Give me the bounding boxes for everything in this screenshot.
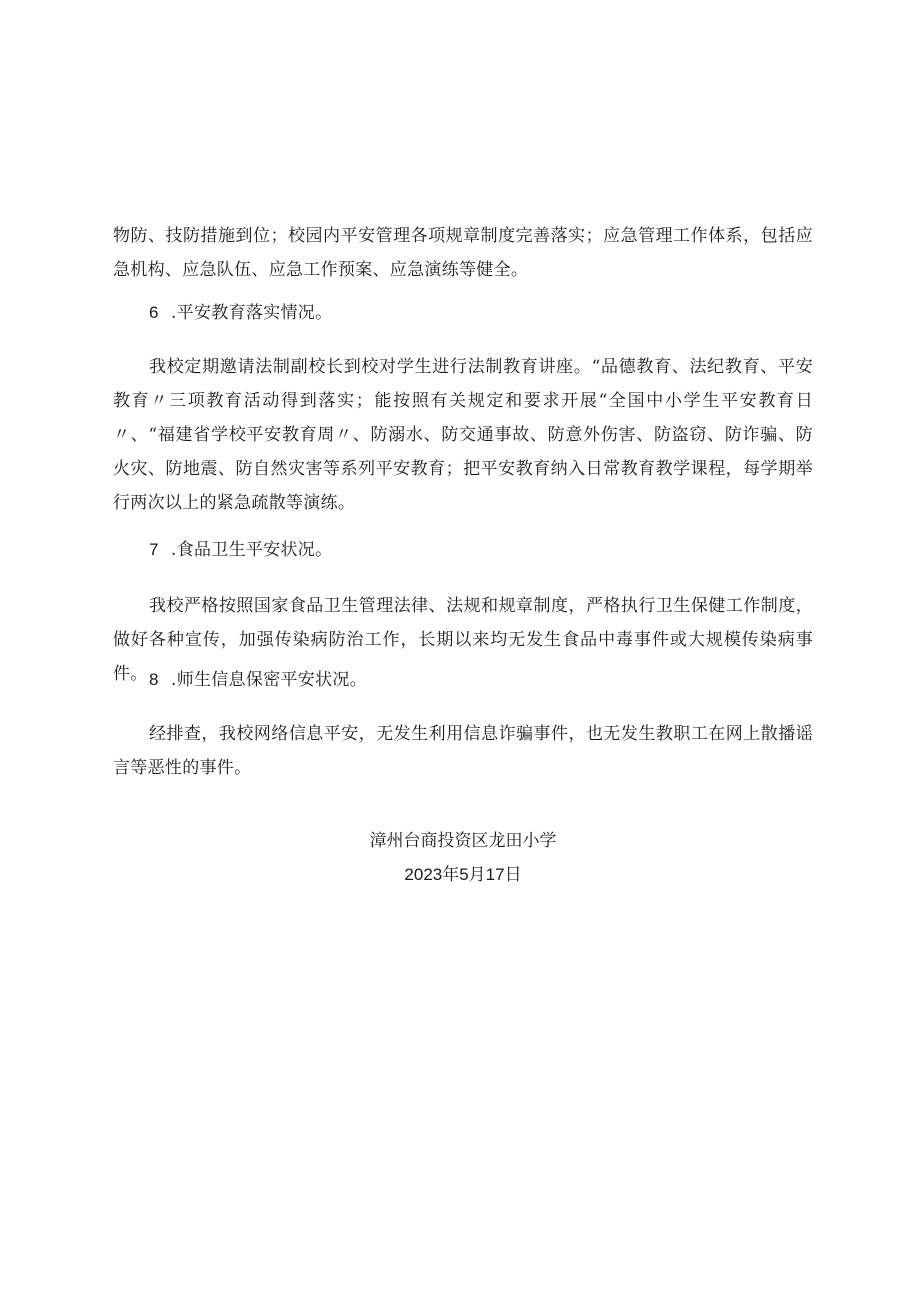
signature-date [0,860,920,890]
organization-name: 漳州台商投资区龙田小学 [369,831,557,851]
section-body-8: 经排查，我校网络信息平安，无发生利用信息诈骗事件，也无发生教职工在网上散播谣言等恶性的事件。 [113,724,813,778]
section-title: .平安教育落实情况。 [171,303,333,323]
section-body-7: 我校严格按照国家食品卫生管理法律、法规和规章制度，严格执行卫生保健工作制度，做好各种宣传，加强传染病防治工作，长期以来均无发生食品中毒事件或大规模传染病事件。 [113,596,813,684]
section-heading-8 [149,663,367,697]
date-text: 2023年5月17日 [404,865,522,884]
paragraph-continued: 物防、技防措施到位；校园内平安管理各项规章制度完善落实；应急管理工作体系，包括应急机构、应急队伍、应急工作预案、应急演练等健全。 [113,226,813,280]
signature-organization [0,826,920,856]
section-heading-6 [149,296,332,330]
section-body-6: 我校定期邀请法制副校长到校对学生进行法制教育讲座。“品德教育、法纪教育、平安教育〃三项教育活动得到落实；能按照有关规定和要求开展“全国中小学生平安教育日〃、“福建省学校平安教育周〃、防溺水、防交通事故、防意外伤害、防盗窃、防诈骗、防火灾、防地震、防自然灾害等系列平安教育；把平安教育纳入日常教育教学课程，每学期举行两次以上的紧急疏散等演练。 [113,357,813,513]
section-number: 8 [149,670,159,689]
section-number: 7 [149,540,159,559]
section-number: 6 [149,303,159,322]
section-heading-7 [149,533,332,567]
section-title: .食品卫生平安状况。 [171,540,333,560]
section-title: .师生信息保密平安状况。 [171,670,368,690]
